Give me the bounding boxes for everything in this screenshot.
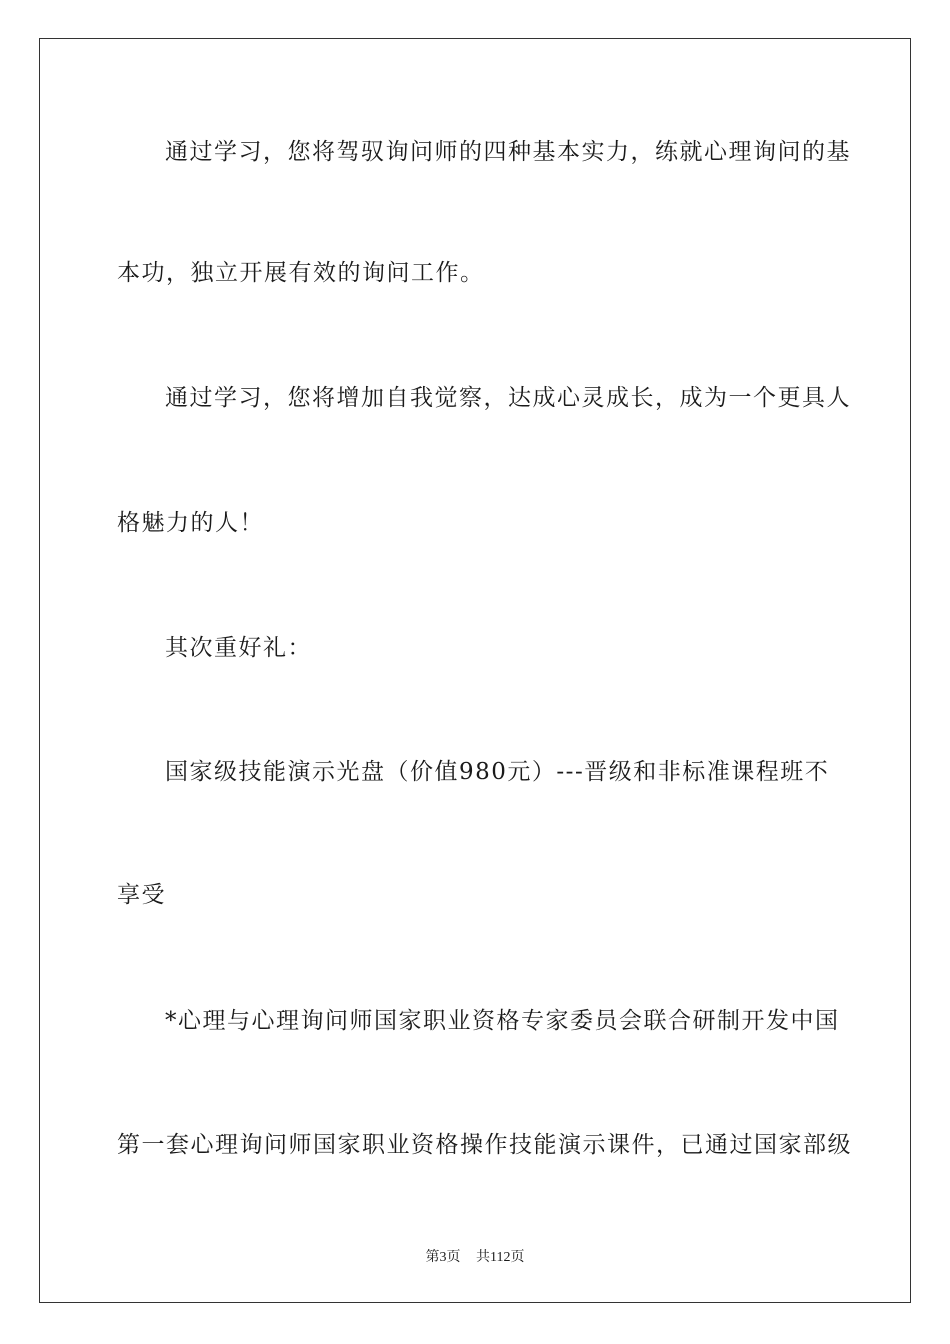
page-total: 共112页 (476, 1250, 525, 1265)
paragraph-line: *心理与心理询问师国家职业资格专家委员会联合研制开发中国 (165, 1008, 840, 1034)
page-number: 第3页 (425, 1250, 461, 1265)
paragraph-line: 享受 (117, 882, 166, 908)
paragraph-line: 格魅力的人！ (117, 510, 264, 536)
paragraph-line: 通过学习，您将增加自我觉察，达成心灵成长，成为一个更具人 (165, 385, 851, 411)
paragraph-line: 国家级技能演示光盘（价值980元）---晋级和非标准课程班不 (165, 759, 830, 785)
page-footer (0, 1246, 950, 1266)
paragraph-line: 其次重好礼： (165, 635, 312, 661)
page-frame (39, 38, 911, 1303)
paragraph-line: 通过学习，您将驾驭询问师的四种基本实力，练就心理询问的基 (165, 139, 851, 165)
paragraph-line: 第一套心理询问师国家职业资格操作技能演示课件，已通过国家部级 (117, 1132, 852, 1158)
paragraph-line: 本功，独立开展有效的询问工作。 (117, 260, 485, 286)
